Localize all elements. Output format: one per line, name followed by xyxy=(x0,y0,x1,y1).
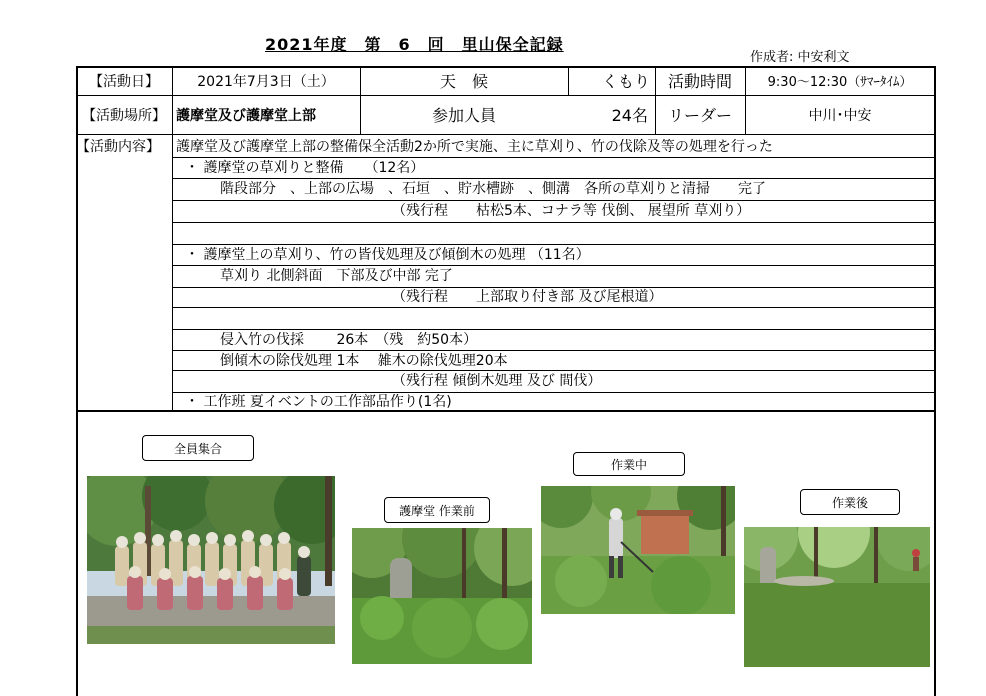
before-photo xyxy=(352,528,532,664)
grid-line xyxy=(172,350,936,351)
place-label: 【活動場所】 xyxy=(82,107,166,124)
before-photo-caption: 護摩堂 作業前 xyxy=(384,497,490,523)
participants-label: 参加人員 xyxy=(431,106,496,125)
during-photo-caption: 作業中 xyxy=(573,452,685,476)
content-line: 侵入竹の伐採 26本 （残 約50本） xyxy=(220,332,478,348)
content-line: ・ 工作班 夏イベントの工作部品作り(1名) xyxy=(185,394,452,410)
grid-line xyxy=(172,66,173,411)
author: 作成者: 中安利文 xyxy=(750,50,850,65)
after-photo-caption: 作業後 xyxy=(800,489,900,515)
time-label: 活動時間 xyxy=(667,72,732,91)
content-line: ・ 護摩堂の草刈りと整備 （12名） xyxy=(185,160,425,176)
page-title: 2021年度 第 6 回 里山保全記録 xyxy=(265,35,564,54)
grid-line xyxy=(172,157,936,158)
content-line: 護摩堂及び護摩堂上部の整備保全活動2か所で実施、主に草刈り、竹の伐除及等の処理を行った xyxy=(176,139,773,155)
content-line: 倒傾木の除伐処理 1本 雑木の除伐処理20本 xyxy=(220,353,508,369)
content-line: ・ 護摩堂上の草刈り、竹の皆伐処理及び傾倒木の処理 （11名） xyxy=(185,247,590,263)
leader-value: 中川･中安 xyxy=(808,107,872,124)
grid-line xyxy=(172,307,936,308)
content-line: 階段部分 、上部の広場 、石垣 、貯水槽跡 、側溝 各所の草刈りと清掃 完了 xyxy=(220,181,766,197)
grid-line xyxy=(172,178,936,179)
content-line: 草刈り 北側斜面 下部及び中部 完了 xyxy=(220,268,453,284)
grid-line xyxy=(172,370,936,371)
during-photo xyxy=(541,486,735,614)
grid-line xyxy=(76,134,936,135)
leader-label: リーダー xyxy=(667,106,732,125)
time-value: 9:30～12:30（ｻﾏｰﾀｲﾑ） xyxy=(767,75,913,90)
weather-value: くもり xyxy=(601,72,650,91)
place-value: 護摩堂及び護摩堂上部 xyxy=(176,107,316,124)
weather-label: 天 候 xyxy=(439,72,488,91)
date-value: 2021年7月3日（土） xyxy=(197,73,335,90)
group-photo-caption: 全員集合 xyxy=(142,435,254,461)
grid-line xyxy=(172,222,936,223)
date-label: 【活動日】 xyxy=(89,73,159,90)
grid-line xyxy=(172,244,936,245)
participants-value: 24名 xyxy=(611,106,648,125)
content-line: （残行程 傾倒木処理 及び 間伐） xyxy=(392,373,602,389)
content-line: （残行程 枯松5本、コナラ等 伐倒、 展望所 草刈り） xyxy=(392,203,751,219)
content-label: 【活動内容】 xyxy=(76,139,160,155)
group-photo xyxy=(87,476,335,644)
content-line: （残行程 上部取り付き部 及び尾根道） xyxy=(392,289,663,305)
grid-line xyxy=(172,329,936,330)
grid-line xyxy=(172,265,936,266)
after-photo xyxy=(744,527,930,667)
grid-line xyxy=(172,200,936,201)
